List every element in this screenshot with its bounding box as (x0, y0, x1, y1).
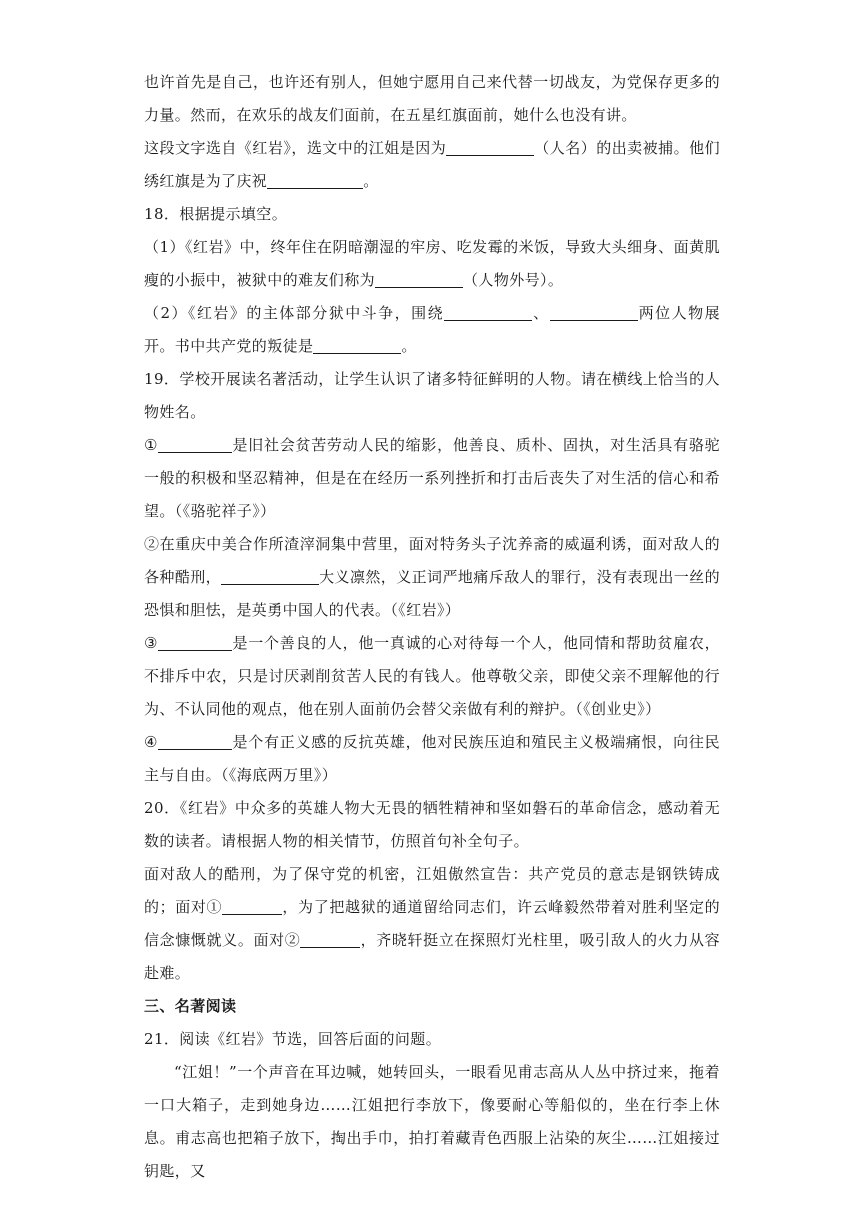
q19-item-2 (144, 528, 720, 627)
q21-excerpt: “江姐！”一个声音在耳边喊，她转回头，一眼看见甫志高从人丛中挤过来，拖着一口大箱子，走到她身边……江姐把行李放下，像要耐心等船似的，坐在行李上休息。甫志高也把箱子放下，掏出手巾，拍打着藏青色西服上沾染的灰尘……江姐接过钥匙，又 (144, 1063, 720, 1180)
q18-title: 18．根据提示填空。 (144, 205, 288, 223)
q19-item4-text: 是个有正义感的反抗英雄，他对民族压迫和殖民主义极端痛恨，向往民主与自由。（《海底两万里》） (144, 733, 720, 784)
passage-tail (144, 66, 720, 132)
q18-item-2 (144, 297, 720, 363)
q20-text-c: ，齐晓轩挺立在探照灯光柱里，吸引敌人的火力从容赴难。 (144, 931, 720, 982)
answer-blank[interactable] (158, 633, 232, 651)
q17-text-2: （人名）的出卖被捕。他们绣红旗是为了庆祝 (144, 139, 720, 190)
q19-item2-text-b: 大义凛然，义正词严地痛斥敌人的罪行，没有表现出一丝的恐惧和胆怯，是英勇中国人的代表。（《红岩》） (144, 568, 720, 619)
q20-body (144, 858, 720, 990)
answer-blank[interactable] (158, 435, 232, 453)
item-number: ① (144, 436, 159, 454)
q19-item1-text: 是旧社会贫苦劳动人民的缩影，他善良、质朴、固执，对生活具有骆驼一般的积极和坚忍精神，但是在在经历一系列挫折和打击后丧失了对生活的信心和希望。（《骆驼祥子》） (144, 436, 720, 520)
q18-item2-suffix: 。 (401, 337, 417, 355)
q19-item-1 (144, 429, 720, 528)
passage-text: 也许首先是自己，也许还有别人，但她宁愿用自己来代替一切战友，为党保存更多的力量。然而，在欢乐的战友们面前，在五星红旗面前，她什么也没有讲。 (144, 73, 720, 124)
q18-item2-text-b: 两位人物展开。书中共产党的叛徒是 (144, 304, 720, 355)
q20-title: 20．《红岩》中众多的英雄人物大无畏的牺牲精神和坚如磐石的革命信念，感动着无数的读者。请根据人物的相关情节，仿照首句补全句子。 (144, 799, 720, 850)
q20-text-b: ，为了把越狱的通道留给同志们，许云峰毅然带着对胜利坚定的信念慷慨就义。面对② (144, 898, 720, 949)
q18-item-1 (144, 231, 720, 297)
q18-item1-suffix: （人物外号）。 (463, 271, 564, 289)
q18-item1-text: （1）《红岩》中，终年住在阴暗潮湿的牢房、吃发霉的米饭，导致大头细身、面黄肌瘦的小振中，被狱中的难友们称为 (144, 238, 720, 289)
answer-blank[interactable] (375, 270, 463, 288)
q17-text-3: 。 (363, 172, 379, 190)
q21-title: 21．阅读《红岩》节选，回答后面的问题。 (144, 1030, 442, 1048)
q17-note (144, 132, 720, 198)
section-heading: 三、名著阅读 (144, 997, 237, 1015)
q18-item2-sep: 、 (532, 304, 550, 322)
q17-text-1: 这段文字选自《红岩》，选文中的江姐是因为 (144, 139, 447, 157)
answer-blank[interactable] (222, 897, 282, 915)
q19-item-4 (144, 726, 720, 792)
text-column (144, 66, 720, 1188)
q19-item-3 (144, 627, 720, 726)
answer-blank[interactable] (550, 303, 638, 321)
item-number: ③ (144, 634, 159, 652)
q19-title: 19．学校开展读名著活动，让学生认识了诸多特征鲜明的人物。请在横线上恰当的人物姓名。 (144, 370, 720, 421)
q18-item2-text: （2）《红岩》的主体部分狱中斗争，围绕 (144, 304, 445, 322)
item-number: ④ (144, 733, 159, 751)
answer-blank[interactable] (158, 732, 232, 750)
answer-blank[interactable] (444, 303, 532, 321)
answer-blank[interactable] (221, 567, 319, 585)
q19-item2-text: ②在重庆中美合作所渣滓洞集中营里，面对特务头子沈养斋的威逼利诱，面对敌人的各种酷刑， (144, 535, 720, 586)
answer-blank[interactable] (267, 171, 363, 189)
q20-text-a: 面对敌人的酷刑，为了保守党的机密，江姐傲然宣告：共产党员的意志是钢铁铸成的；面对① (144, 865, 720, 916)
q19-item3-text: 是一个善良的人，他一真诚的心对待每一个人，他同情和帮助贫雇农，不排斥中农，只是讨厌剥削贫苦人民的有钱人。他尊敬父亲，即使父亲不理解他的行为、不认同他的观点，他在别人面前仍会替父亲做有利的辩护。（《创业史》） (144, 634, 720, 718)
answer-blank[interactable] (300, 930, 360, 948)
answer-blank[interactable] (313, 336, 401, 354)
answer-blank[interactable] (446, 138, 534, 156)
